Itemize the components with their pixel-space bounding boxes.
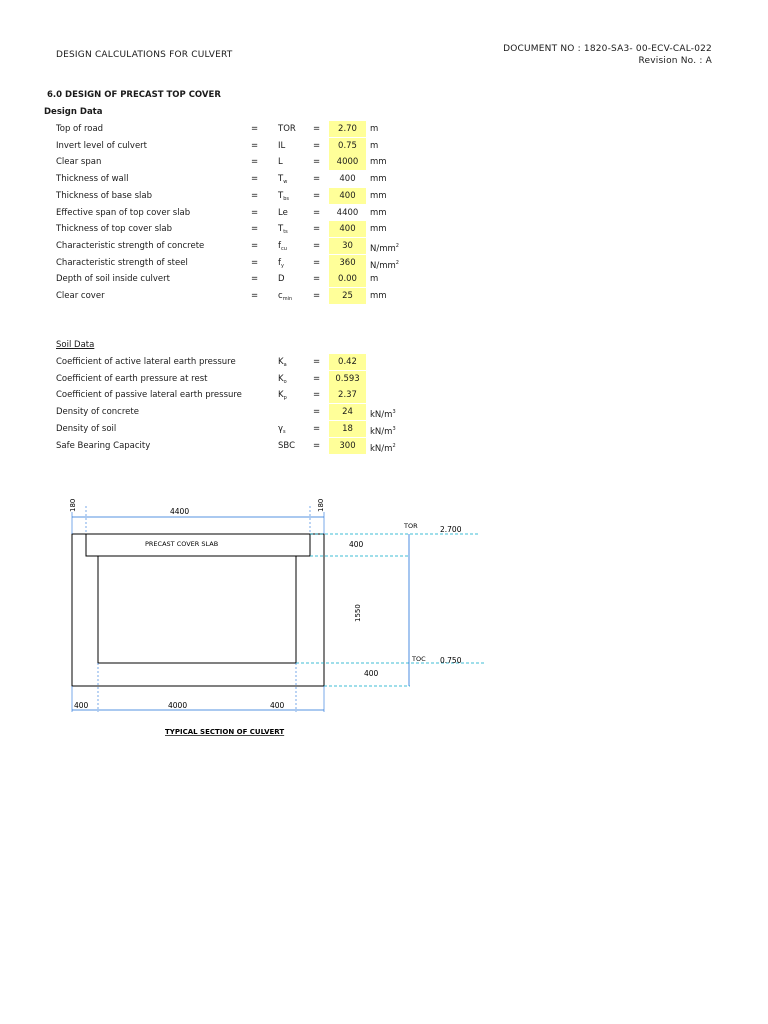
row-unit-superscript: 3 xyxy=(392,409,396,416)
row-equals: = xyxy=(251,257,259,268)
dim-top-right: 180 xyxy=(317,498,325,512)
row-equals: = xyxy=(251,124,259,134)
row-equals: = xyxy=(251,291,259,301)
row-value: 4400 xyxy=(336,207,359,218)
dim-base-thk: 400 xyxy=(364,669,379,678)
row-equals: = xyxy=(313,174,321,185)
row-equals: = xyxy=(251,207,259,218)
row-equals: = xyxy=(313,207,321,218)
row-description: Characteristic strength of concrete xyxy=(56,240,205,251)
row-equals: = xyxy=(313,157,321,168)
row-equals: = xyxy=(251,174,259,185)
row-unit: $N/mm^2$ xyxy=(370,242,399,254)
row-value: 400 xyxy=(339,174,356,185)
row-equals: = xyxy=(313,440,321,451)
design-row xyxy=(0,188,768,204)
row-value: 400 xyxy=(329,221,366,237)
row-equals: = xyxy=(251,240,259,251)
toc-value: 0.750 xyxy=(440,656,462,665)
row-symbol: D xyxy=(278,274,285,285)
row-description: Coefficient of passive lateral earth pressure xyxy=(56,390,242,401)
design-row xyxy=(0,171,768,187)
row-unit: mm xyxy=(370,291,387,301)
dim-bottom-right: 400 xyxy=(270,701,285,710)
row-symbol: $K_p$ xyxy=(278,390,287,402)
design-data-heading: Design Data xyxy=(44,107,103,117)
soil-row xyxy=(0,404,768,420)
row-symbol-subscript: p xyxy=(283,395,287,402)
design-row xyxy=(0,121,768,137)
row-unit: mm xyxy=(370,174,387,185)
row-equals: = xyxy=(313,257,321,268)
row-symbol-subscript: min xyxy=(282,296,293,302)
design-row xyxy=(0,138,768,154)
row-unit: m xyxy=(370,274,379,285)
dim-bottom-left: 400 xyxy=(74,701,89,710)
soil-row xyxy=(0,354,768,370)
dim-bottom-span: 4000 xyxy=(168,701,188,710)
row-value: 30 xyxy=(329,238,366,254)
design-row xyxy=(0,271,768,287)
row-equals: = xyxy=(313,274,321,285)
row-unit-superscript: 2 xyxy=(395,242,399,249)
row-symbol-subscript: s xyxy=(283,428,286,435)
row-value: 0.593 xyxy=(329,371,366,387)
soil-row xyxy=(0,371,768,387)
document-number: DOCUMENT NO : 1820-SA3- 00-ECV-CAL-022 xyxy=(503,44,712,54)
row-description: Coefficient of active lateral earth pressure xyxy=(56,357,236,367)
row-symbol: $K_o$ xyxy=(278,373,287,385)
row-equals: = xyxy=(313,190,321,201)
row-description: Thickness of top cover slab xyxy=(56,224,172,235)
design-row xyxy=(0,288,768,304)
row-description: Clear cover xyxy=(56,291,105,301)
row-description: Density of soil xyxy=(56,423,117,434)
row-symbol-subscript: cu xyxy=(281,245,287,252)
culvert-section-drawing xyxy=(0,490,768,750)
row-value: 300 xyxy=(329,438,366,454)
dim-height: 1550 xyxy=(354,604,362,622)
row-equals: = xyxy=(313,240,321,251)
row-value: 2.70 xyxy=(329,121,366,137)
row-symbol-subscript: y xyxy=(281,262,284,269)
row-equals: = xyxy=(313,373,321,384)
row-equals: = xyxy=(313,224,321,235)
design-row xyxy=(0,255,768,271)
row-value: 2.37 xyxy=(329,387,366,403)
row-value: 24 xyxy=(329,404,366,420)
row-description: Safe Bearing Capacity xyxy=(56,440,151,451)
row-unit: $kN/m^3$ xyxy=(370,425,396,437)
tor-value: 2.700 xyxy=(440,525,462,534)
row-value: 18 xyxy=(329,421,366,437)
row-description: Thickness of wall xyxy=(56,174,129,185)
row-unit-superscript: 3 xyxy=(392,425,396,432)
design-row xyxy=(0,238,768,254)
row-unit: mm xyxy=(370,224,387,235)
row-equals: = xyxy=(251,140,259,151)
row-symbol-subscript: w xyxy=(283,179,288,186)
row-symbol: $f_y$ xyxy=(278,257,284,269)
row-description: Coefficient of earth pressure at rest xyxy=(56,373,208,384)
row-unit: mm xyxy=(370,157,387,168)
row-symbol-subscript: a xyxy=(283,362,287,368)
row-symbol: $T_{bs}$ xyxy=(278,190,289,202)
row-equals: = xyxy=(313,357,321,367)
row-unit: mm xyxy=(370,207,387,218)
row-symbol-subscript: bs xyxy=(283,195,289,202)
row-equals: = xyxy=(313,140,321,151)
row-unit-superscript: 2 xyxy=(395,259,399,266)
row-unit-superscript: 2 xyxy=(392,442,396,449)
row-symbol: $K_a$ xyxy=(278,357,287,368)
soil-row xyxy=(0,387,768,403)
row-value: 0.75 xyxy=(329,138,366,154)
row-symbol: $f_{cu}$ xyxy=(278,240,287,252)
row-description: Thickness of base slab xyxy=(56,190,152,201)
row-unit: m xyxy=(370,124,379,134)
row-description: Characteristic strength of steel xyxy=(56,257,188,268)
row-symbol: $c_{min}$ xyxy=(278,291,293,302)
toc-label: TOC xyxy=(412,655,426,663)
row-symbol: SBC xyxy=(278,440,296,451)
dim-top-left: 180 xyxy=(69,498,77,512)
row-description: Depth of soil inside culvert xyxy=(56,274,170,285)
row-unit: m xyxy=(370,140,379,151)
row-description: Effective span of top cover slab xyxy=(56,207,191,218)
document-title: DESIGN CALCULATIONS FOR CULVERT xyxy=(56,50,233,60)
row-symbol: L xyxy=(278,157,283,168)
dim-top-span: 4400 xyxy=(170,507,190,516)
design-row xyxy=(0,205,768,221)
design-row xyxy=(0,154,768,170)
row-value: 0.42 xyxy=(329,354,366,370)
row-symbol-subscript: o xyxy=(283,378,287,385)
section-title: 6.0 DESIGN OF PRECAST TOP COVER xyxy=(47,90,221,100)
design-row xyxy=(0,221,768,237)
row-unit: $N/mm^2$ xyxy=(370,259,399,271)
row-equals: = xyxy=(313,407,321,418)
row-description: Clear span xyxy=(56,157,102,168)
row-symbol: TOR xyxy=(278,124,296,134)
soil-row xyxy=(0,421,768,437)
row-symbol: $T_w$ xyxy=(278,174,288,186)
row-equals: = xyxy=(313,291,321,301)
row-description: Invert level of culvert xyxy=(56,140,148,151)
row-value: 360 xyxy=(329,255,366,271)
row-symbol: $\gamma_s$ xyxy=(278,423,286,435)
row-value: 4000 xyxy=(329,154,366,170)
row-unit: $kN/m^2$ xyxy=(370,442,396,454)
row-description: Density of concrete xyxy=(56,407,139,418)
row-equals: = xyxy=(251,274,259,285)
row-value: 400 xyxy=(329,188,366,204)
row-equals: = xyxy=(313,423,321,434)
row-equals: = xyxy=(313,390,321,401)
soil-data-heading: Soil Data xyxy=(56,340,95,350)
row-unit: $kN/m^3$ xyxy=(370,409,396,421)
dim-slab-thk: 400 xyxy=(349,540,364,549)
row-equals: = xyxy=(251,224,259,235)
row-symbol: Le xyxy=(278,207,288,218)
culvert-opening xyxy=(98,556,296,663)
row-equals: = xyxy=(313,124,321,134)
row-equals: = xyxy=(251,157,259,168)
revision-number: Revision No. : A xyxy=(638,56,712,66)
row-symbol-subscript: ts xyxy=(283,229,288,236)
row-symbol: IL xyxy=(278,140,286,151)
row-equals: = xyxy=(251,190,259,201)
tor-label: TOR xyxy=(404,522,418,530)
row-value: 25 xyxy=(329,288,366,304)
row-unit: mm xyxy=(370,190,387,201)
slab-label: PRECAST COVER SLAB xyxy=(145,540,219,548)
soil-row xyxy=(0,438,768,454)
drawing-caption: TYPICAL SECTION OF CULVERT xyxy=(165,728,285,736)
row-value: 0.00 xyxy=(329,271,366,287)
row-symbol: $T_{ts}$ xyxy=(278,224,288,236)
row-description: Top of road xyxy=(56,124,104,134)
